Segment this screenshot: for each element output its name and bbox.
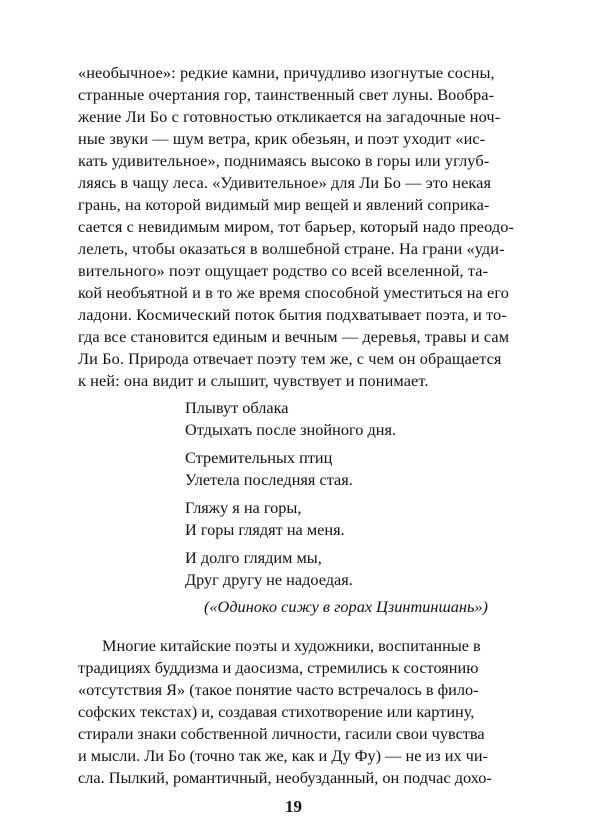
- paragraph-line: лелеть, чтобы оказаться в волшебной стране. На грани «уди-: [78, 239, 505, 258]
- poem-line: Плывут облака: [185, 398, 289, 417]
- paragraph-line: к ней: она видит и слышит, чувствует и понимает.: [78, 371, 429, 390]
- paragraph-line: странные очертания гор, таинственный свет луны. Вообра-: [78, 85, 495, 104]
- paragraph-line: жение Ли Бо с готовностью откликается на загадочные ноч-: [78, 107, 501, 126]
- page-number: 19: [285, 797, 302, 816]
- paragraph-line: ладони. Космический поток бытия подхватывает поэта, и то-: [78, 305, 507, 324]
- paragraph-line: вительного» поэт ощущает родство со всей вселенной, та-: [78, 261, 489, 280]
- poem-caption: («Одиноко сижу в горах Цзинтиншань»): [204, 597, 488, 616]
- paragraph-line: ные звуки — шум ветра, крик обезьян, и поэт уходит «ис-: [78, 129, 486, 148]
- poem-line: И долго глядим мы,: [185, 548, 322, 567]
- paragraph-line: традициях буддизма и даосизма, стремились к состоянию: [78, 658, 479, 677]
- paragraph-line: Ли Бо. Природа отвечает поэту тем же, с чем он обращается: [78, 349, 502, 368]
- paragraph-line: грань, на которой видимый мир вещей и явлений соприка-: [78, 195, 490, 214]
- paragraph-line: софских текстах) и, создавая стихотворение или картину,: [78, 702, 475, 721]
- poem-line: Стремительных птиц: [185, 448, 333, 467]
- poem-line: Друг другу не надоедая.: [185, 570, 353, 589]
- paragraph-line: «необычное»: редкие камни, причудливо изогнутые сосны,: [78, 63, 495, 82]
- poem-line: Улетела последняя стая.: [185, 470, 353, 489]
- poem-line: Отдыхать после знойного дня.: [185, 420, 397, 439]
- poem-line: И горы глядят на меня.: [185, 520, 345, 539]
- paragraph-line: сается с невидимым миром, тот барьер, который надо преодо-: [78, 217, 514, 236]
- paragraph-line: кать удивительное», поднимаясь высоко в горы или углуб-: [78, 151, 490, 170]
- paragraph-line: Многие китайские поэты и художники, воспитанные в: [102, 636, 481, 655]
- paragraph-line: «отсутствия Я» (такое понятие часто встречалось в фило-: [78, 680, 479, 699]
- paragraph-line: кой необъятной и в то же время способной уместиться на его: [78, 283, 509, 302]
- paragraph-line: стирали знаки собственной личности, гасили свои чувства: [78, 724, 485, 743]
- paragraph-line: и мысли. Ли Бо (точно так же, как и Ду Фу) — не из их чи-: [78, 746, 488, 765]
- poem-line: Гляжу я на горы,: [185, 498, 302, 517]
- paragraph-line: гда все становится единым и вечным — деревья, травы и сам: [78, 327, 510, 346]
- paragraph-line: ляясь в чащу леса. «Удивительное» для Ли Бо — это некая: [78, 173, 492, 192]
- paragraph-line: сла. Пылкий, романтичный, необузданный, он подчас дохо-: [78, 768, 492, 787]
